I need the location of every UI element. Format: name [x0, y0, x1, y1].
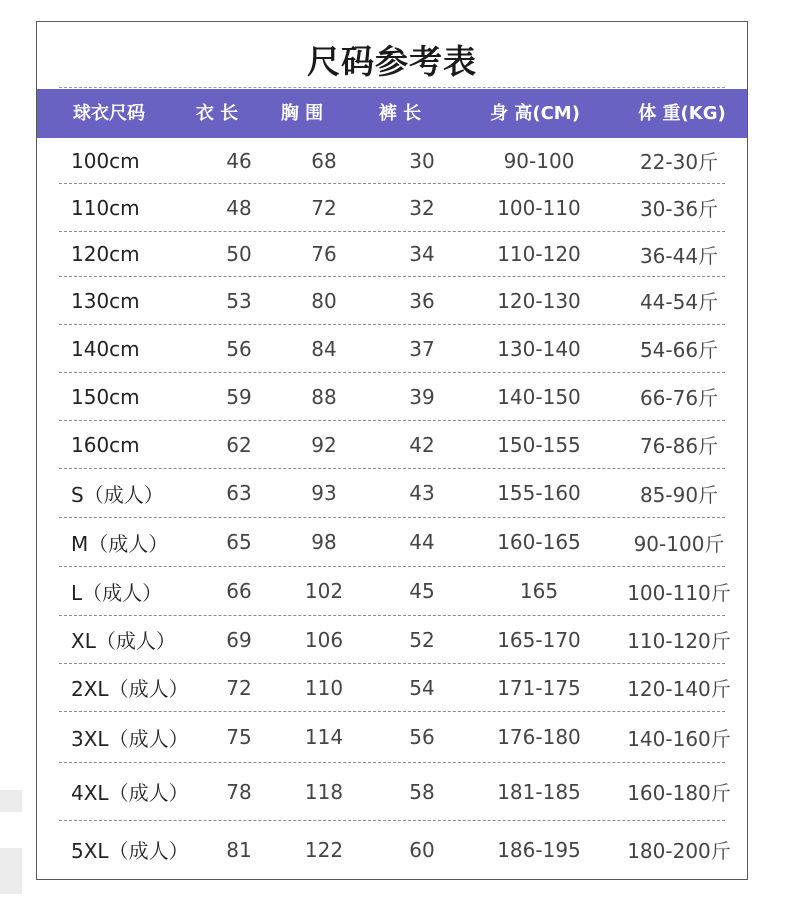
- header-size: 球衣尺码: [73, 103, 145, 124]
- row-weight: 140-160斤: [627, 726, 731, 751]
- row-height: 150-155: [497, 432, 581, 457]
- header-pants: 裤 长: [378, 103, 422, 124]
- row-length: 48: [226, 195, 252, 220]
- row-size: 4XL（成人）: [71, 781, 189, 805]
- table-row: [59, 232, 725, 277]
- row-chest: 110: [304, 675, 344, 700]
- background-strip: [0, 848, 22, 894]
- row-pants: 54: [409, 675, 435, 700]
- row-pants: 52: [409, 627, 435, 652]
- row-length: 62: [226, 432, 252, 457]
- row-chest: 68: [311, 148, 337, 173]
- row-pants: 30: [409, 148, 435, 173]
- row-pants: 42: [409, 432, 435, 457]
- row-size: M（成人）: [71, 531, 169, 556]
- row-size: 140cm: [71, 336, 140, 361]
- row-size: S（成人）: [71, 482, 164, 507]
- row-length: 56: [226, 336, 252, 361]
- table-row: [59, 373, 725, 421]
- row-chest: 102: [304, 579, 344, 603]
- row-length: 81: [226, 837, 252, 862]
- row-pants: 60: [409, 837, 435, 862]
- row-length: 65: [226, 530, 252, 554]
- row-height: 181-185: [497, 779, 581, 804]
- row-chest: 93: [311, 481, 337, 505]
- row-chest: 88: [311, 384, 337, 409]
- table-row: [59, 325, 725, 373]
- row-height: 165: [519, 579, 559, 603]
- table-row: [59, 664, 731, 712]
- header-height: 身 高(CM): [490, 103, 580, 124]
- row-length: 46: [226, 148, 252, 173]
- row-pants: 39: [409, 384, 435, 409]
- row-size: 120cm: [71, 242, 140, 266]
- table-row: [59, 184, 725, 232]
- row-weight: 100-110斤: [627, 580, 731, 605]
- row-length: 69: [226, 627, 252, 652]
- row-pants: 56: [409, 725, 435, 749]
- row-size: L（成人）: [71, 580, 163, 605]
- row-size: 100cm: [71, 148, 140, 173]
- row-height: 140-150: [497, 384, 581, 409]
- row-weight: 110-120斤: [627, 629, 731, 653]
- table-row: [59, 712, 731, 763]
- page-title: 尺码参考表: [307, 42, 477, 81]
- row-height: 90-100: [503, 148, 575, 173]
- row-chest: 106: [304, 627, 344, 652]
- row-chest: 84: [311, 336, 337, 361]
- row-length: 59: [226, 384, 252, 409]
- row-chest: 122: [304, 837, 344, 862]
- row-length: 53: [226, 288, 252, 313]
- row-pants: 34: [409, 242, 435, 266]
- row-chest: 80: [311, 288, 337, 313]
- row-height: 120-130: [497, 288, 581, 313]
- row-weight: 36-44斤: [639, 243, 719, 268]
- row-size: 3XL（成人）: [71, 726, 189, 751]
- row-weight: 120-140斤: [627, 677, 731, 701]
- table-row: [59, 518, 725, 567]
- table-row: [59, 138, 725, 184]
- row-size: 5XL（成人）: [71, 839, 189, 863]
- row-height: 130-140: [497, 336, 581, 361]
- header-chest: 胸 围: [280, 103, 324, 124]
- row-chest: 98: [311, 530, 337, 554]
- row-weight: 180-200斤: [627, 839, 731, 863]
- header-length: 衣 长: [195, 103, 239, 124]
- row-height: 186-195: [497, 837, 581, 862]
- size-chart-card: [36, 21, 748, 880]
- background-strip: [0, 790, 22, 812]
- row-weight: 76-86斤: [639, 434, 719, 458]
- title-divider: [59, 87, 725, 88]
- row-length: 63: [226, 481, 252, 505]
- row-length: 72: [226, 675, 252, 700]
- row-pants: 58: [409, 779, 435, 804]
- table-row: [59, 763, 731, 821]
- row-pants: 37: [409, 336, 435, 361]
- table-row: [59, 277, 725, 325]
- row-height: 155-160: [497, 481, 581, 505]
- row-size: 2XL（成人）: [71, 677, 189, 701]
- row-size: 150cm: [71, 384, 140, 409]
- row-length: 66: [226, 579, 252, 603]
- row-weight: 22-30斤: [639, 150, 719, 174]
- row-weight: 90-100斤: [633, 531, 725, 556]
- row-weight: 44-54斤: [639, 290, 719, 314]
- row-pants: 44: [409, 530, 435, 554]
- row-chest: 114: [304, 725, 344, 749]
- row-weight: 160-180斤: [627, 781, 731, 805]
- row-height: 100-110: [497, 195, 581, 220]
- row-pants: 32: [409, 195, 435, 220]
- row-weight: 54-66斤: [639, 338, 719, 362]
- row-height: 171-175: [497, 675, 581, 700]
- row-weight: 30-36斤: [639, 197, 719, 221]
- table-row: [59, 421, 725, 469]
- header-weight: 体 重(KG): [638, 103, 726, 124]
- row-chest: 76: [311, 242, 337, 266]
- row-chest: 118: [304, 779, 344, 804]
- row-pants: 45: [409, 579, 435, 603]
- row-size: XL（成人）: [71, 629, 176, 653]
- row-size: 110cm: [71, 195, 140, 220]
- row-length: 75: [226, 725, 252, 749]
- row-chest: 92: [311, 432, 337, 457]
- row-length: 50: [226, 242, 252, 266]
- row-length: 78: [226, 779, 252, 804]
- table-row: [59, 821, 731, 878]
- row-weight: 66-76斤: [639, 386, 719, 410]
- row-size: 160cm: [71, 432, 140, 457]
- row-size: 130cm: [71, 288, 140, 313]
- row-pants: 36: [409, 288, 435, 313]
- row-height: 165-170: [497, 627, 581, 652]
- row-chest: 72: [311, 195, 337, 220]
- row-weight: 85-90斤: [639, 482, 719, 507]
- table-row: [59, 616, 731, 664]
- table-header: [37, 89, 747, 138]
- row-pants: 43: [409, 481, 435, 505]
- row-height: 160-165: [497, 530, 581, 554]
- row-height: 110-120: [497, 242, 581, 266]
- table-row: [59, 469, 725, 518]
- table-row: [59, 567, 731, 616]
- row-height: 176-180: [497, 725, 581, 749]
